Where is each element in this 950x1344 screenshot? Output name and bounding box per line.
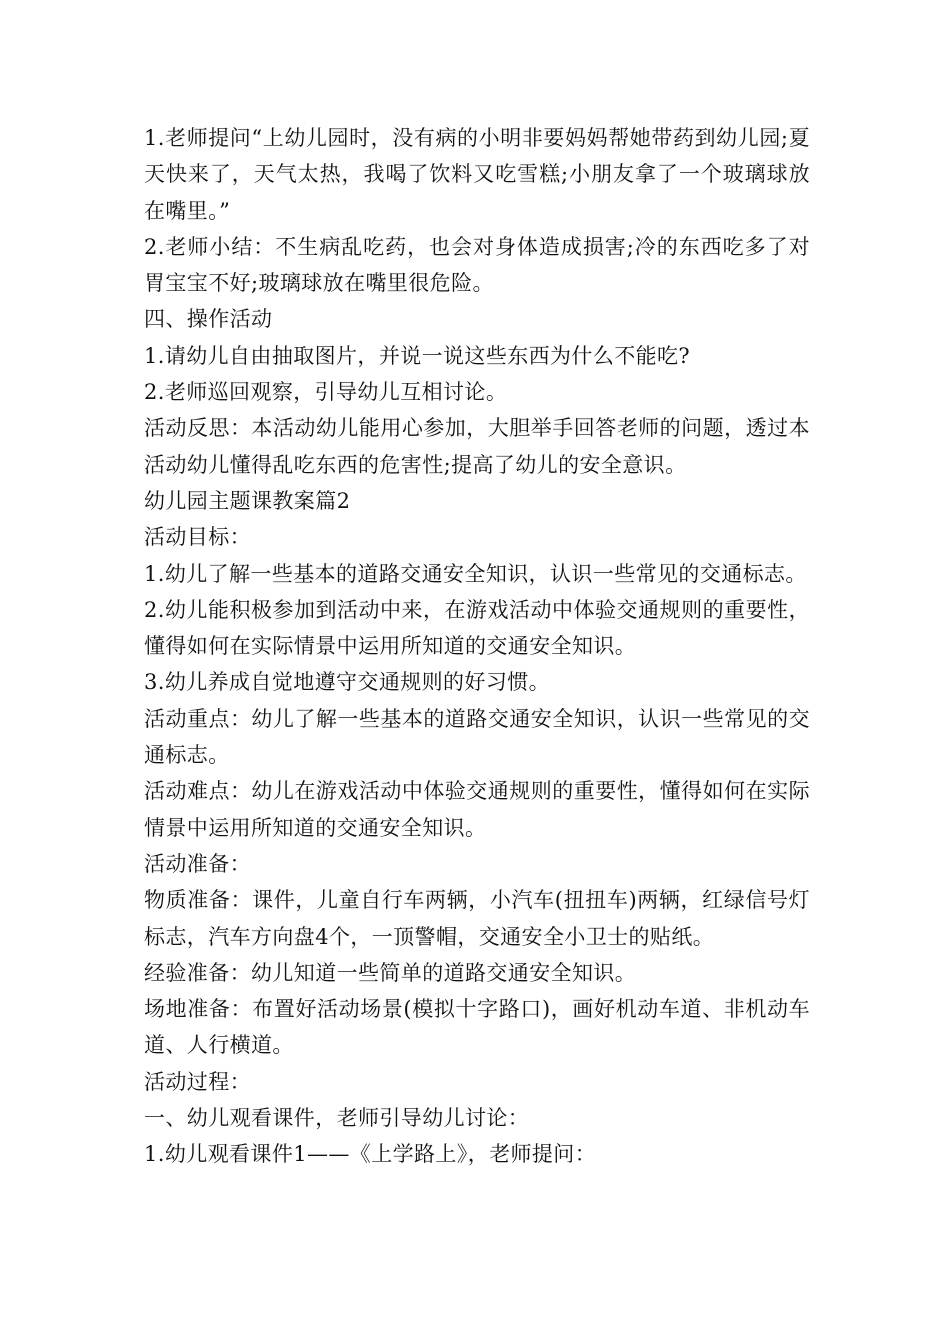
- paragraph-venue-prep: 场地准备：布置好活动场景(模拟十字路口)，画好机动车道、非机动车道、人行横道。: [144, 997, 810, 1058]
- section-heading-operation: 四、操作活动: [144, 307, 273, 332]
- heading-preparation: 活动准备：: [144, 851, 251, 876]
- section-heading-courseware: 一、幼儿观看课件，老师引导幼儿讨论：: [144, 1106, 530, 1131]
- heading-objectives: 活动目标：: [144, 525, 251, 550]
- paragraph-question-1: 1.老师提问“上幼儿园时，没有病的小明非要妈妈帮她带药到幼儿园;夏天快来了，天气太热，我喝了饮料又吃雪糕;小朋友拿了一个玻璃球放在嘴里。”: [144, 126, 810, 223]
- paragraph-material-prep: 物质准备：课件，儿童自行车两辆，小汽车(扭扭车)两辆，红绿信号灯标志，汽车方向盘4个，一顶警帽，交通安全小卫士的贴纸。: [144, 888, 810, 949]
- paragraph-operation-1: 1.请幼儿自由抽取图片，并说一说这些东西为什么不能吃?: [144, 343, 691, 368]
- paragraph-key-points: 活动重点：幼儿了解一些基本的道路交通安全知识，认识一些常见的交通标志。: [144, 706, 810, 768]
- paragraph-difficulties: 活动难点：幼儿在游戏活动中体验交通规则的重要性，懂得如何在实际情景中运用所知道的交通安全知识。: [144, 779, 810, 840]
- paragraph-summary-2: 2.老师小结：不生病乱吃药，也会对身体造成损害;冷的东西吃多了对胃宝宝不好;玻璃球放在嘴里很危险。: [144, 234, 810, 296]
- objective-3: 3.幼儿养成自觉地遵守交通规则的好习惯。: [144, 670, 551, 695]
- paragraph-operation-2: 2.老师巡回观察，引导幼儿互相讨论。: [144, 380, 508, 405]
- heading-process: 活动过程：: [144, 1069, 251, 1094]
- paragraph-experience-prep: 经验准备：幼儿知道一些简单的道路交通安全知识。: [144, 960, 637, 985]
- objective-1: 1.幼儿了解一些基本的道路交通安全知识，认识一些常见的交通标志。: [144, 561, 807, 586]
- paragraph-reflection: 活动反思：本活动幼儿能用心参加，大胆举手回答老师的问题，透过本活动幼儿懂得乱吃东西的危害性;提高了幼儿的安全意识。: [144, 416, 810, 477]
- lesson-title-2: 幼儿园主题课教案篇2: [144, 488, 351, 513]
- objective-2: 2.幼儿能积极参加到活动中来，在游戏活动中体验交通规则的重要性，懂得如何在实际情景中运用所知道的交通安全知识。: [144, 597, 810, 659]
- paragraph-courseware-1: 1.幼儿观看课件1——《上学路上》，老师提问：: [144, 1142, 597, 1167]
- document-body: [144, 120, 810, 1173]
